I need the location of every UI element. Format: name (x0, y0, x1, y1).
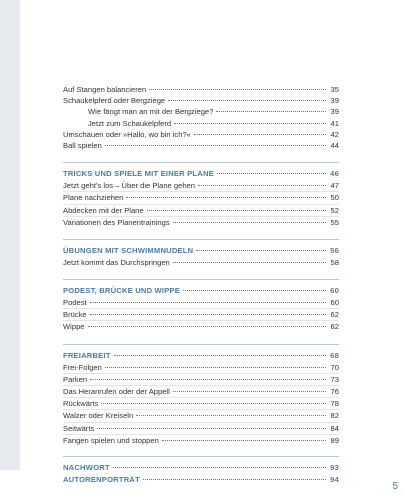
dot-leader (147, 210, 326, 211)
toc-section (63, 162, 339, 228)
toc-section-items (63, 257, 339, 268)
dot-leader (194, 134, 326, 135)
toc-entry[interactable] (63, 129, 339, 140)
toc-entry-page: 39 (330, 107, 339, 117)
table-of-contents (63, 84, 339, 486)
toc-entry-page: 55 (330, 217, 339, 227)
toc-entry-label: Jetzt geht’s los – Über die Plane gehen (63, 181, 195, 191)
toc-entry[interactable] (63, 297, 339, 309)
toc-entry[interactable] (63, 398, 339, 410)
toc-entry-label: Jetzt kommt das Durchspringen (63, 257, 170, 267)
toc-entry-label: Parken (63, 374, 88, 384)
toc-entry-page: 68 (330, 350, 339, 360)
dot-leader (105, 145, 326, 146)
toc-entry-label: Fangen spielen und stoppen (63, 435, 159, 445)
dot-leader (143, 479, 326, 480)
toc-section-heading[interactable] (63, 168, 339, 180)
toc-entry[interactable] (63, 217, 339, 228)
toc-entry-page: 60 (330, 298, 339, 308)
toc-entry-page: 60 (330, 286, 339, 296)
toc-entry-page: 62 (330, 310, 339, 320)
toc-entry[interactable] (63, 106, 339, 117)
dot-leader (168, 100, 326, 101)
toc-entry-label: Variationen des Planentrainings (63, 217, 170, 227)
toc-section-items (63, 297, 339, 333)
toc-entry-label: Das Heranrufen oder der Appell (63, 387, 170, 396)
toc-intro-list (63, 84, 339, 151)
toc-entry-page: 94 (330, 474, 339, 484)
toc-entry-label: TRICKS UND SPIELE MIT EINER PLANE (63, 169, 214, 179)
dot-leader (149, 89, 326, 90)
toc-entry[interactable] (63, 435, 339, 446)
dot-leader (162, 440, 326, 441)
dot-leader (217, 173, 326, 174)
dot-leader (105, 367, 326, 368)
toc-entry-label: Frei-Folgen (63, 362, 102, 372)
toc-entry-label: Abdecken mit der Plane (63, 205, 144, 215)
dot-leader (97, 428, 326, 429)
toc-section-heading[interactable] (63, 462, 339, 474)
dot-leader (173, 262, 326, 263)
toc-entry-page: 84 (330, 423, 339, 433)
dot-leader (174, 123, 326, 124)
toc-entry-label: ÜBUNGEN MIT SCHWIMMNUDELN (63, 245, 194, 255)
toc-entry-page: 82 (330, 411, 339, 421)
dot-leader (90, 302, 326, 303)
toc-section-heading[interactable] (63, 285, 339, 297)
toc-entry-label: AUTORENPORTRÄT (63, 474, 140, 484)
toc-section (63, 279, 339, 333)
toc-section (63, 239, 339, 268)
dot-leader (173, 222, 326, 223)
toc-entry-label: NACHWORT (63, 462, 110, 472)
toc-entry-page: 76 (330, 387, 339, 396)
dot-leader (196, 250, 326, 251)
toc-entry-page: 56 (330, 245, 339, 255)
toc-entry-page: 62 (330, 322, 339, 332)
toc-entry-page: 35 (330, 85, 339, 94)
toc-entry[interactable] (63, 309, 339, 321)
toc-entry-label: Brücke (63, 310, 87, 320)
toc-entry-page: 89 (330, 435, 339, 445)
toc-section-heading[interactable] (63, 245, 339, 257)
toc-entry[interactable] (63, 321, 339, 332)
dot-leader (126, 197, 326, 198)
dot-leader (113, 467, 326, 468)
dot-leader (216, 111, 326, 112)
toc-entry-label: Seitwärts (63, 423, 95, 433)
toc-entry-label: Rückwärts (63, 399, 99, 409)
dot-leader (183, 290, 326, 291)
toc-entry-page: 78 (330, 399, 339, 409)
dot-leader (173, 391, 326, 392)
toc-entry[interactable] (63, 374, 339, 386)
dot-leader (88, 326, 326, 327)
dot-leader (90, 314, 326, 315)
toc-entry-label: Plane nachziehen (63, 193, 124, 203)
toc-entry-page: 41 (330, 118, 339, 128)
dot-leader (114, 355, 326, 356)
toc-section-heading[interactable] (63, 474, 339, 486)
toc-entry[interactable] (63, 118, 339, 129)
toc-sections (63, 162, 339, 446)
page-number: 5 (392, 481, 398, 492)
toc-entry[interactable] (63, 362, 339, 374)
toc-section (63, 344, 339, 446)
toc-entry-label: Jetzt zum Schaukelpferd (88, 118, 172, 128)
toc-entry[interactable] (63, 192, 339, 204)
dot-leader (136, 415, 326, 416)
toc-entry-page: 50 (330, 193, 339, 203)
toc-entry-page: 52 (330, 205, 339, 215)
dot-leader (90, 379, 326, 380)
toc-entry[interactable] (63, 95, 339, 106)
toc-entry-label: PODEST, BRÜCKE UND WIPPE (63, 286, 181, 296)
dot-leader (101, 403, 326, 404)
dot-leader (198, 185, 326, 186)
toc-entry-page: 39 (330, 96, 339, 106)
toc-entry[interactable] (63, 205, 339, 217)
toc-section-items (63, 180, 339, 228)
toc-entry-page: 46 (330, 169, 339, 179)
toc-entry[interactable] (63, 180, 339, 192)
toc-entry-label: Podest (63, 298, 87, 308)
toc-entry-page: 44 (330, 140, 339, 150)
toc-entry-label: Schaukelpferd oder Bergziege (63, 96, 166, 106)
toc-section-heading[interactable] (63, 350, 339, 362)
toc-entry-page: 73 (330, 374, 339, 384)
toc-entry-label: Wippe (63, 322, 85, 332)
toc-entry[interactable] (63, 140, 339, 151)
toc-entry-page: 47 (330, 181, 339, 191)
toc-entry-label: Walzer oder Kreiseln (63, 411, 134, 421)
toc-entry[interactable] (63, 257, 339, 268)
toc-entry-page: 58 (330, 257, 339, 267)
toc-entry-label: Wie fängt man an mit der Bergziege? (88, 107, 214, 117)
toc-entry-page: 70 (330, 362, 339, 372)
toc-tail (63, 456, 339, 486)
toc-entry-page: 93 (330, 462, 339, 472)
toc-entry-page: 42 (330, 129, 339, 139)
toc-entry[interactable] (63, 386, 339, 398)
toc-entry-label: Ball spielen (63, 140, 102, 150)
toc-entry-label: Umschauen oder »Hallo, wo bin ich?« (63, 129, 191, 139)
toc-entry[interactable] (63, 84, 339, 95)
toc-section-items (63, 362, 339, 446)
toc-entry[interactable] (63, 410, 339, 422)
toc-entry[interactable] (63, 423, 339, 435)
toc-entry-label: Auf Stangen balancieren (63, 85, 147, 94)
toc-entry-label: FREIARBEIT (63, 350, 111, 360)
